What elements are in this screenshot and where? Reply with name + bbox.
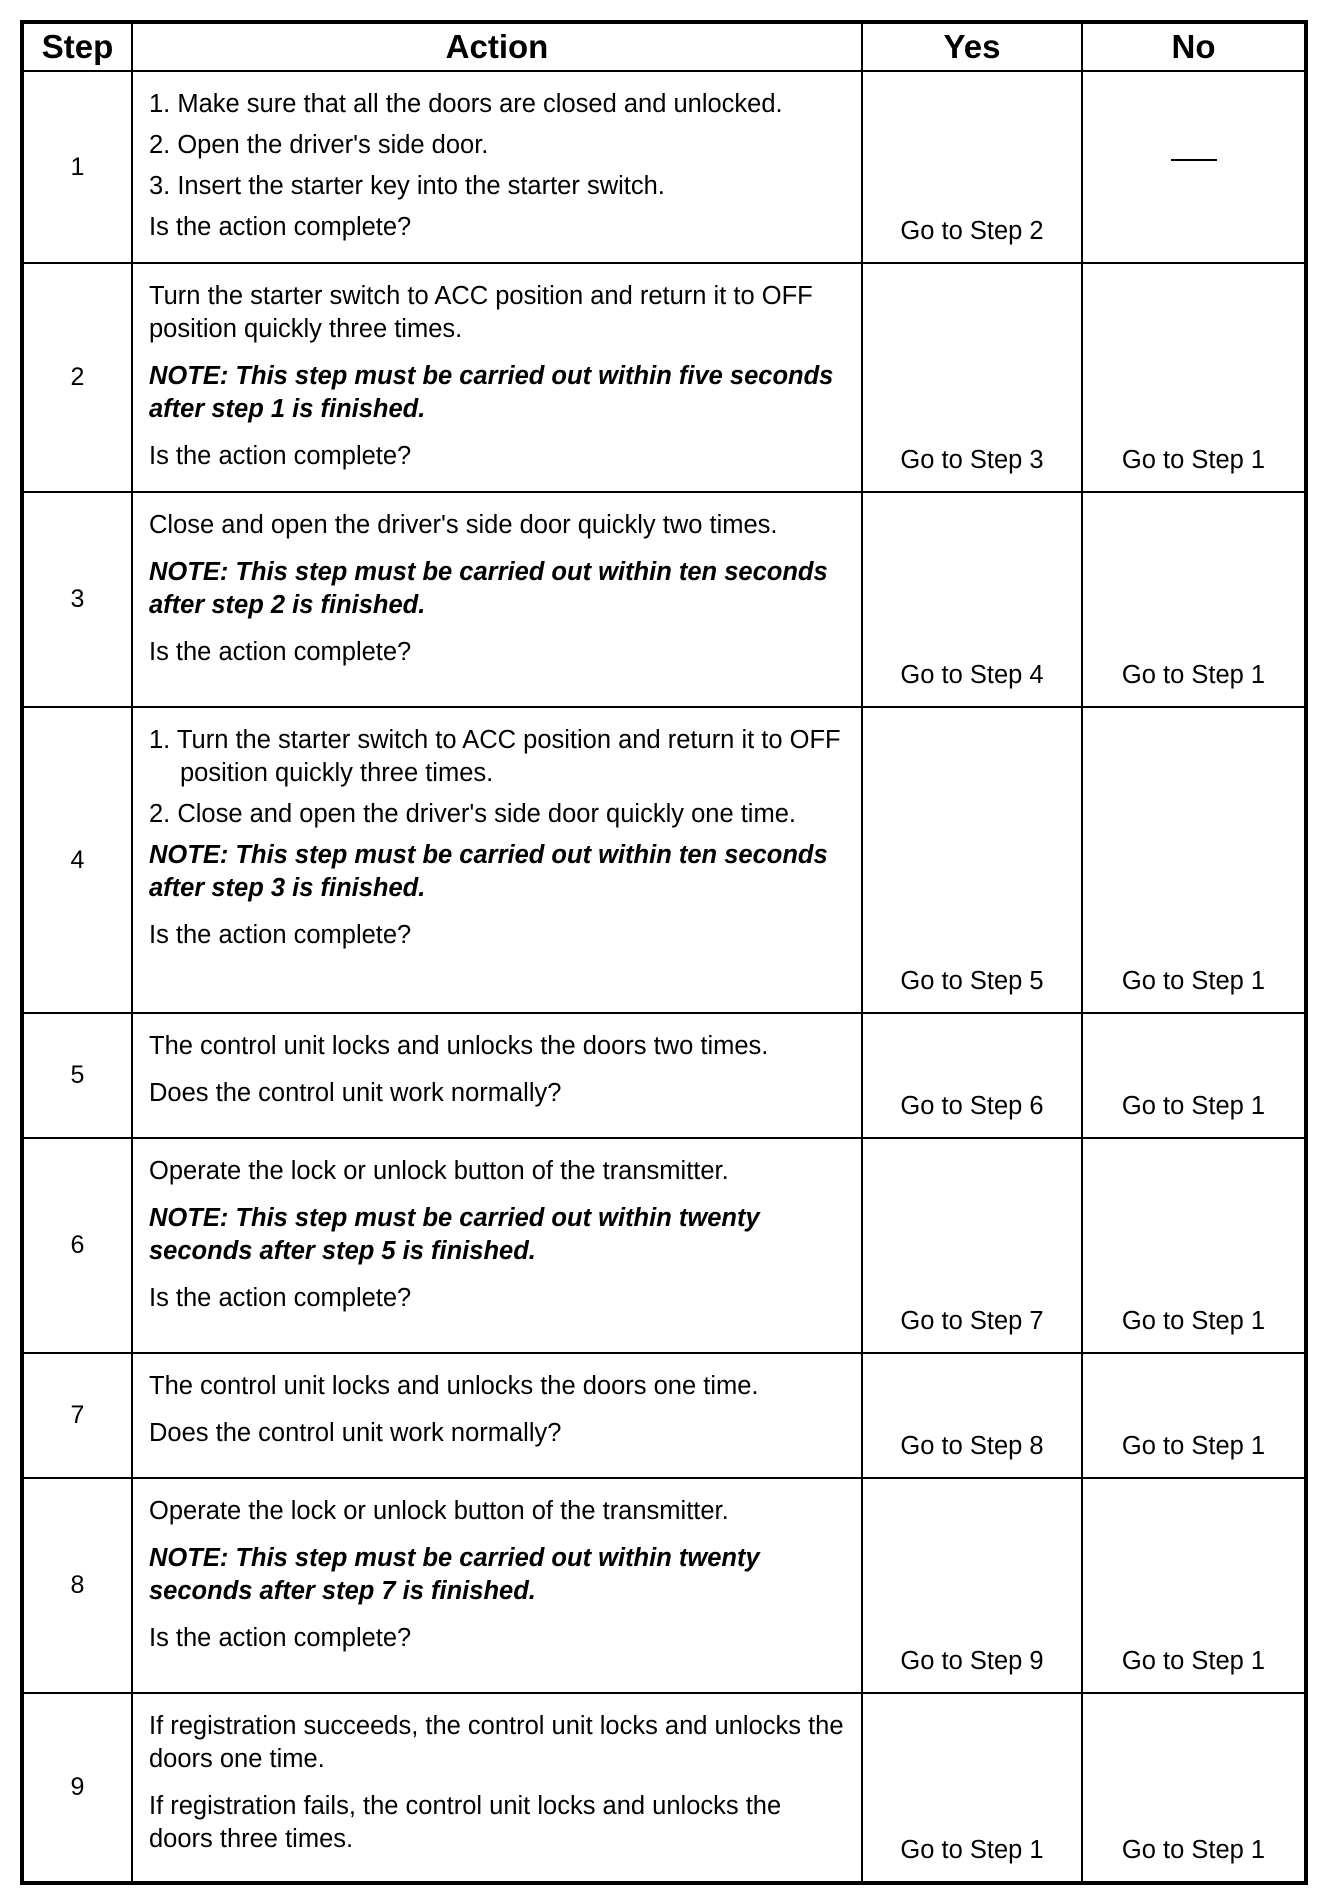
step-number: 2 [22,263,132,492]
step-number: 7 [22,1353,132,1478]
action-text: The control unit locks and unlocks the doors one time. [149,1372,759,1400]
no-result [1082,71,1306,263]
no-result: Go to Step 1 [1082,263,1306,492]
action-question: Is the action complete? [149,213,412,241]
action-question: Is the action complete? [149,921,412,949]
action-question: Does the control unit work normally? [149,1079,562,1107]
table-row [22,263,1306,492]
header-no: No [1082,22,1306,71]
action-item: 1. Make sure that all the doors are closed and unlocked. [149,90,783,118]
step-number: 9 [22,1693,132,1883]
yes-result: Go to Step 4 [862,492,1082,707]
dash-mark [1171,159,1217,161]
header-yes: Yes [862,22,1082,71]
action-question: Is the action complete? [149,638,412,666]
yes-result: Go to Step 1 [862,1693,1082,1883]
action-text: The control unit locks and unlocks the doors two times. [149,1032,769,1060]
action-item: 1. Turn the starter switch to ACC position and return it to OFF position quickly three times. [149,726,841,787]
yes-result: Go to Step 3 [862,263,1082,492]
procedure-table [20,20,1308,1885]
step-number: 3 [22,492,132,707]
table-row [22,1013,1306,1138]
yes-result: Go to Step 8 [862,1353,1082,1478]
action-cell [132,492,862,707]
action-text: Close and open the driver's side door quickly two times. [149,511,778,539]
action-text: If registration fails, the control unit locks and unlocks the doors three times. [149,1792,782,1853]
yes-result: Go to Step 2 [862,71,1082,263]
no-result: Go to Step 1 [1082,1353,1306,1478]
action-text: Operate the lock or unlock button of the transmitter. [149,1157,729,1185]
no-result: Go to Step 1 [1082,1013,1306,1138]
action-note: NOTE: This step must be carried out within ten seconds after step 3 is finished. [149,841,828,902]
action-note: NOTE: This step must be carried out within ten seconds after step 2 is finished. [149,558,828,619]
no-result: Go to Step 1 [1082,1693,1306,1883]
step-number: 6 [22,1138,132,1353]
no-result: Go to Step 1 [1082,492,1306,707]
no-result: Go to Step 1 [1082,707,1306,1013]
table-row [22,1693,1306,1883]
action-cell [132,1353,862,1478]
table-row [22,1353,1306,1478]
yes-result: Go to Step 5 [862,707,1082,1013]
action-text: Turn the starter switch to ACC position and return it to OFF position quickly three times. [149,282,813,343]
header-step: Step [22,22,132,71]
action-item: 2. Open the driver's side door. [149,131,489,159]
action-cell [132,71,862,263]
action-question: Is the action complete? [149,1624,412,1652]
yes-result: Go to Step 7 [862,1138,1082,1353]
action-cell [132,263,862,492]
header-row [22,22,1306,71]
table-row [22,1138,1306,1353]
action-text: If registration succeeds, the control unit locks and unlocks the doors one time. [149,1712,844,1773]
header-action: Action [132,22,862,71]
yes-result: Go to Step 9 [862,1478,1082,1693]
action-cell [132,1013,862,1138]
step-number: 1 [22,71,132,263]
action-cell [132,1478,862,1693]
action-question: Is the action complete? [149,442,412,470]
table-row [22,1478,1306,1693]
action-item: 3. Insert the starter key into the starter switch. [149,172,665,200]
action-item: 2. Close and open the driver's side door quickly one time. [149,800,796,828]
table-row [22,707,1306,1013]
action-question: Is the action complete? [149,1284,412,1312]
yes-result: Go to Step 6 [862,1013,1082,1138]
action-question: Does the control unit work normally? [149,1419,562,1447]
step-number: 8 [22,1478,132,1693]
no-result: Go to Step 1 [1082,1478,1306,1693]
step-number: 4 [22,707,132,1013]
action-cell [132,707,862,1013]
action-text: Operate the lock or unlock button of the transmitter. [149,1497,729,1525]
action-note: NOTE: This step must be carried out within five seconds after step 1 is finished. [149,362,834,423]
no-result: Go to Step 1 [1082,1138,1306,1353]
table-row [22,492,1306,707]
action-cell [132,1693,862,1883]
table-row [22,71,1306,263]
action-cell [132,1138,862,1353]
action-note: NOTE: This step must be carried out within twenty seconds after step 7 is finished. [149,1544,760,1605]
action-note: NOTE: This step must be carried out within twenty seconds after step 5 is finished. [149,1204,760,1265]
step-number: 5 [22,1013,132,1138]
